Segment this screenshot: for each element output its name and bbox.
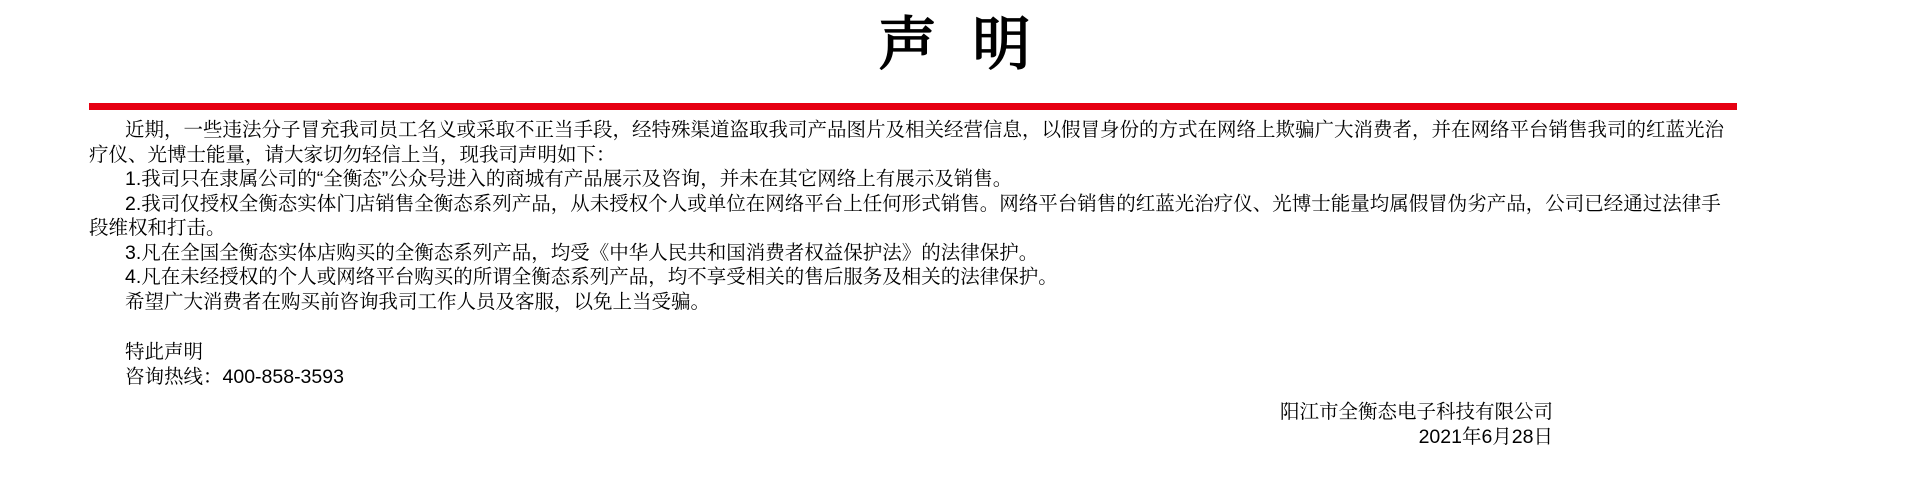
statement-line: 1.我司只在隶属公司的“全衡态”公众号进入的商城有产品展示及咨询，并未在其它网络上有展示及销售。 bbox=[125, 168, 1013, 190]
statement-line: 希望广大消费者在购买前咨询我司工作人员及客服，以免上当受骗。 bbox=[125, 290, 711, 313]
signature-block bbox=[0, 400, 1553, 449]
page-title: 声 明 bbox=[878, 12, 1041, 77]
statement-line: 4.凡在未经授权的个人或网络平台购买的所谓全衡态系列产品，均不享受相关的售后服务及相关的法律保护。 bbox=[125, 266, 1058, 288]
statement-line: 3.凡在全国全衡态实体店购买的全衡态系列产品，均受《中华人民共和国消费者权益保护法》的法律保护。 bbox=[125, 241, 1039, 264]
statement-line: 段维权和打击。 bbox=[89, 217, 226, 239]
statement-date: 2021年6月28日 bbox=[1418, 425, 1553, 448]
statement-line: 近期，一些违法分子冒充我司员工名义或采取不正当手段，经特殊渠道盗取我司产品图片及相关经营信息，以假冒身份的方式在网络上欺骗广大消费者，并在网络平台销售我司的红蓝光治 bbox=[125, 119, 1725, 141]
statement-line: 2.我司仅授权全衡态实体门店销售全衡态系列产品，从未授权个人或单位在网络平台上任何形式销售。网络平台销售的红蓝光治疗仪、光博士能量均属假冒伪劣产品，公司已经通过法律手 bbox=[125, 192, 1721, 215]
statement-line: 疗仪、光博士能量，请大家切勿轻信上当，现我司声明如下： bbox=[89, 143, 616, 166]
company-name: 阳江市全衡态电子科技有限公司 bbox=[1279, 401, 1553, 423]
red-divider bbox=[89, 103, 1737, 110]
closing-text: 特此声明 bbox=[125, 341, 204, 363]
statement-body bbox=[89, 118, 1879, 314]
closing-block bbox=[89, 340, 1919, 389]
hotline-text: 咨询热线：400-858-3593 bbox=[125, 365, 344, 388]
